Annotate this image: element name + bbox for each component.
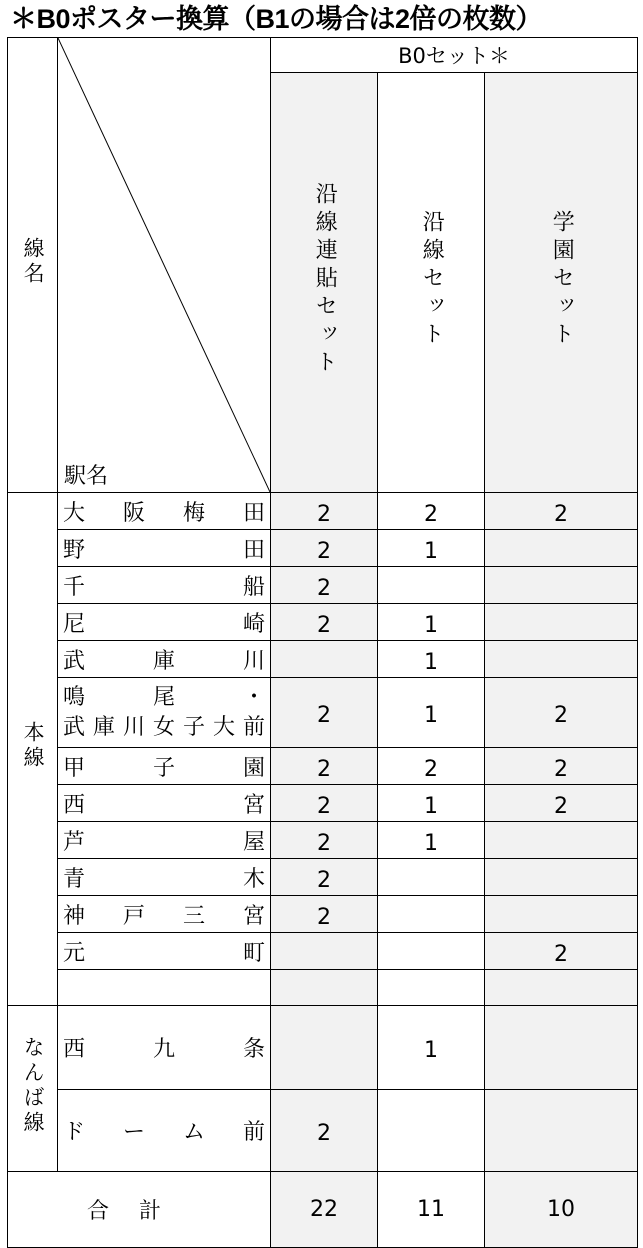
value-cell: 2 [271,859,378,896]
value-cell: 2 [271,604,378,641]
station-name: 神戸三宮 [58,896,271,933]
table-row [8,933,638,970]
value-cell: 2 [271,748,378,785]
table-row [8,493,638,530]
value-cell: 2 [271,785,378,822]
poster-count-table [7,37,638,1248]
diagonal-header-cell [58,38,271,493]
table-row [8,822,638,859]
value-cell: 2 [378,748,485,785]
table-row [8,859,638,896]
station-name: 元町 [58,933,271,970]
value-cell: 2 [271,1090,378,1172]
value-cell [485,567,638,604]
value-cell: 2 [485,785,638,822]
column-header-ensen-renpari: 沿線連貼セット [271,73,378,493]
total-value: 11 [378,1172,485,1248]
value-cell: 1 [378,604,485,641]
table-row [8,604,638,641]
value-cell: 1 [378,822,485,859]
value-cell [271,641,378,678]
table-body [8,38,638,1248]
value-cell [271,933,378,970]
table-row [8,530,638,567]
total-row [8,1172,638,1248]
total-value: 10 [485,1172,638,1248]
station-name: 千船 [58,567,271,604]
value-cell: 2 [271,678,378,748]
station-table-wrapper [7,37,637,1226]
table-row [8,641,638,678]
station-name: 野田 [58,530,271,567]
station-name: 甲子園 [58,748,271,785]
station-name: 鳴尾・ 武庫川女子大前 [58,678,271,748]
value-cell [485,530,638,567]
table-row [8,1090,638,1172]
column-header-gakuen: 学園セット [485,73,638,493]
value-cell [378,859,485,896]
station-name: 武庫川 [58,641,271,678]
station-name: 青木 [58,859,271,896]
station-name-header: 駅名 [64,464,109,489]
spacer-cell [485,970,638,1006]
value-cell [378,933,485,970]
table-row [8,785,638,822]
value-cell: 2 [271,896,378,933]
value-cell: 2 [485,493,638,530]
value-cell: 2 [271,822,378,859]
column-header-ensen: 沿線セット [378,73,485,493]
line-name-header: 線名 [8,38,58,493]
value-cell [378,567,485,604]
value-cell: 1 [378,785,485,822]
value-cell: 2 [271,567,378,604]
station-name: 西九条 [58,1006,271,1090]
value-cell [271,1006,378,1090]
value-cell: 2 [485,748,638,785]
value-cell [485,641,638,678]
page-title: ＊B0ポスター換算（B1の場合は2倍の枚数） [10,4,543,34]
value-cell: 1 [378,641,485,678]
table-row [8,748,638,785]
station-name: ドーム前 [58,1090,271,1172]
table-row [8,896,638,933]
value-cell: 1 [378,530,485,567]
value-cell: 2 [485,933,638,970]
line-name-cell: なんば線 [8,1006,58,1172]
value-cell [485,822,638,859]
value-cell [378,896,485,933]
table-row [8,1006,638,1090]
header-row-group [8,38,638,73]
station-name: 尼崎 [58,604,271,641]
spacer-cell [378,970,485,1006]
station-name: 西宮 [58,785,271,822]
diagonal-line [58,38,270,492]
line-name-cell: 本線 [8,493,58,1006]
spacer-cell [58,970,271,1006]
value-cell: 1 [378,1006,485,1090]
station-name: 大阪梅田 [58,493,271,530]
total-label: 合計 [8,1172,271,1248]
value-cell: 2 [378,493,485,530]
value-cell: 2 [485,678,638,748]
spacer-cell [271,970,378,1006]
table-row [8,678,638,748]
value-cell: 2 [271,530,378,567]
total-value: 22 [271,1172,378,1248]
table-row [8,567,638,604]
value-cell [485,604,638,641]
station-name: 芦屋 [58,822,271,859]
set-group-header: B0セット＊ [271,38,638,73]
value-cell: 2 [271,493,378,530]
value-cell [485,1090,638,1172]
value-cell [485,1006,638,1090]
value-cell [485,896,638,933]
value-cell: 1 [378,678,485,748]
table-row-spacer [8,970,638,1006]
value-cell [378,1090,485,1172]
value-cell [485,859,638,896]
